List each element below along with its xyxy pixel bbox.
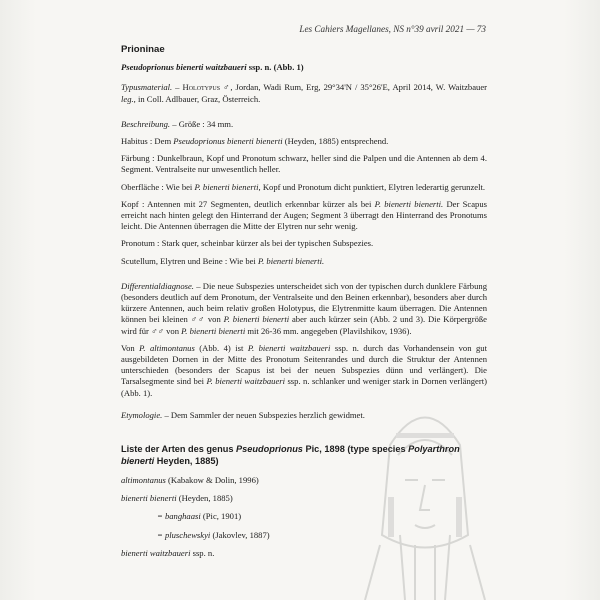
habitus-paragraph: Habitus : Dem Pseudoprionus bienerti bienerti (Heyden, 1885) entsprechend. (121, 136, 389, 147)
etymologie-paragraph: Etymologie. – Dem Sammler der neuen Subspezies herzlich gewidmet. (121, 409, 365, 420)
sphinx-watermark (360, 385, 490, 600)
list-item-synonym: = pluschewskyi (Jakovlev, 1887) (157, 529, 270, 540)
list-item: bienerti bienerti (Heyden, 1885) (121, 493, 233, 504)
list-item: bienerti waitzbaueri ssp. n. (121, 547, 215, 558)
altimontanus-paragraph: Von P. altimontanus (Abb. 4) ist P. bienerti waitzbaueri ssp. n. durch das Vorhandensein von gut ausgebildeten Dornen in der Mitte des Pronotum Seitenrandes und durch die Struktur der Antennen unterschieden (besonders der Scapus ist bei der neuen Subspezies dünn und verlängert). Die Tarsalsegmente sind bei P. bienerti waitzbaueri ssp. n. schlanker und weniger stark in Dornen verlängert) (Abb. 1). (121, 342, 487, 398)
species-heading: Pseudoprionus bienerti waitzbaueri ssp. n. (Abb. 1) (121, 62, 304, 73)
running-header (299, 24, 486, 34)
list-item-synonym: = banghaasi (Pic, 1901) (157, 511, 242, 522)
differentialdiagnose-paragraph: Differentialdiagnose. – Die neue Subspezies unterscheidet sich von der typischen durch dunklere Färbung (besonders deutlich auf dem Pronotum, der Ventralseite und den Beinen erkennbar), besonders aber durch kürzere Antennen, auch beim relativ großen Holotypus, die Elytrenmitte kaum überragen. Die Antennen können bei kleinen ♂♂ von P. bienerti bienerti aber auch kürzer sein (Abb. 2 und 3). Die Körpergröße wird für ♂♂ von P. bienerti bienerti mit 26-36 mm. angegeben (Plavilshikov, 1936). (121, 280, 488, 336)
section-title: Prioninae (121, 44, 165, 55)
beschreibung-paragraph: Beschreibung. – Größe : 34 mm. (121, 118, 234, 129)
header-journal: Les Cahiers Magellanes, NS n°39 avril 2021 — 73 (299, 24, 486, 34)
oberflaeche-paragraph: Oberfläche : Wie bei P. bienerti bienerti, Kopf und Pronotum dicht punktiert, Elytren lederartig gerunzelt. (121, 181, 485, 192)
typus-paragraph: Typusmaterial. – Holotypus ♂, Jordan, Wadi Rum, Erg, 29°34'N / 35°26'E, April 2014, W. Waitzbauer leg., in Coll. Adlbauer, Graz, Österreich. (121, 82, 488, 104)
pronotum-paragraph: Pronotum : Stark quer, scheinbar kürzer als bei der typischen Subspezies. (121, 238, 374, 249)
kopf-paragraph: Kopf : Antennen mit 27 Segmenten, deutlich erkennbar kürzer als bei P. bienerti bienerti. Der Scapus erreicht nach hinten gelegt den Hinterrand der Augen; Segment 3 überragt den Hinterrand des Pronotums leicht. Die Antennen überragen die Mitte der Elytren nur sehr wenig. (121, 198, 487, 232)
list-item: altimontanus (Kabakow & Dolin, 1996) (121, 475, 259, 486)
scutellum-paragraph: Scutellum, Elytren und Beine : Wie bei P. bienerti bienerti. (121, 255, 325, 266)
species-list-heading: Liste der Arten des genus Pseudoprionus Pic, 1898 (type species Polyarthron bienerti Heyden, 1885) (121, 444, 460, 467)
faerbung-paragraph: Färbung : Dunkelbraun, Kopf und Pronotum schwarz, heller sind die Palpen und die Antennen ab dem 4. Segment. Ventralseite nur unwesentlich heller. (121, 153, 487, 175)
